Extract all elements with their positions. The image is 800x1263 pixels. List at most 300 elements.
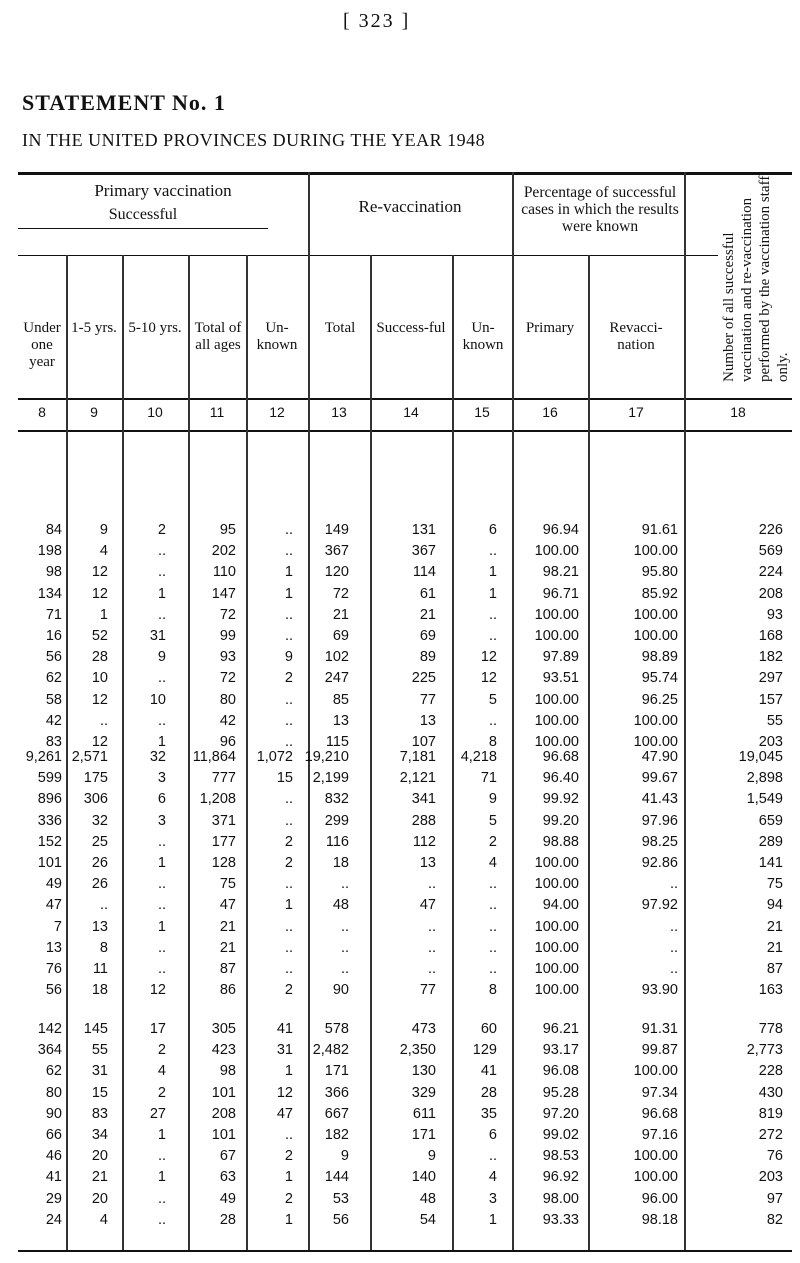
- table-cell: 66: [45, 1127, 62, 1143]
- table-cell: 98.00: [542, 1190, 579, 1207]
- table-cell: 35: [480, 1105, 497, 1122]
- table-row: [0, 670, 800, 688]
- table-cell: 98: [219, 1063, 236, 1080]
- table-cell: 97.34: [641, 1084, 678, 1101]
- table-cell: 12: [149, 982, 166, 999]
- table-cell: 12: [480, 649, 497, 666]
- table-row: [0, 1127, 800, 1145]
- table-cell: 171: [411, 1127, 436, 1143]
- table-cell: 72: [332, 585, 349, 602]
- table-cell: ..: [157, 606, 166, 623]
- table-cell: 100.00: [534, 712, 579, 729]
- table-cell: 91.31: [641, 1021, 678, 1037]
- table-cell: 224: [758, 564, 783, 581]
- table-cell: 11: [92, 961, 108, 977]
- table-cell: ..: [427, 939, 436, 956]
- table-cell: 203: [758, 1169, 783, 1186]
- table-cell: 21: [219, 918, 236, 935]
- table-cell: ..: [284, 712, 293, 729]
- table-cell: 819: [758, 1105, 783, 1122]
- table-cell: 667: [324, 1105, 349, 1122]
- table-cell: 82: [766, 1211, 783, 1228]
- table-cell: 100.00: [534, 961, 579, 977]
- table-row: [0, 876, 800, 894]
- table-cell: ..: [488, 918, 497, 935]
- table-row: [0, 813, 800, 831]
- table-cell: 107: [411, 734, 436, 750]
- table-cell: 4: [157, 1063, 166, 1080]
- table-cell: 12: [276, 1084, 293, 1101]
- table-row: [0, 628, 800, 646]
- table-cell: ..: [284, 628, 293, 644]
- table-cell: ..: [284, 734, 293, 750]
- table-cell: 93.33: [542, 1211, 579, 1228]
- table-cell: 1: [488, 585, 497, 602]
- table-row: [0, 855, 800, 873]
- table-cell: 100.00: [534, 543, 579, 560]
- col-header-1-5-yrs: 1-5 yrs.: [71, 320, 117, 336]
- table-cell: ..: [284, 522, 293, 538]
- table-cell: 247: [324, 670, 349, 687]
- table-cell: 27: [149, 1105, 166, 1122]
- table-cell: 98.88: [542, 833, 579, 850]
- table-cell: 95.74: [641, 670, 678, 687]
- table-cell: 112: [412, 833, 436, 850]
- table-cell: 19,045: [738, 749, 783, 765]
- table-cell: 24: [45, 1211, 62, 1228]
- table-cell: 63: [219, 1169, 236, 1186]
- table-cell: 47.90: [641, 749, 678, 765]
- statement-subtitle: IN THE UNITED PROVINCES DURING THE YEAR 1948: [22, 130, 486, 150]
- table-row: [0, 649, 800, 667]
- table-cell: 47: [276, 1105, 293, 1122]
- table-cell: 100.00: [633, 1148, 678, 1165]
- table-cell: 4,218: [460, 749, 497, 765]
- table-cell: 32: [149, 749, 166, 765]
- table-cell: 21: [766, 918, 783, 935]
- table-cell: 83: [45, 734, 62, 750]
- table-cell: 10: [91, 670, 108, 687]
- table-cell: 31: [276, 1042, 293, 1059]
- table-cell: ..: [488, 961, 497, 977]
- table-cell: 297: [758, 670, 783, 687]
- table-cell: 100.00: [633, 734, 678, 750]
- table-cell: ..: [284, 791, 293, 808]
- table-cell: 61: [419, 585, 436, 602]
- table-cell: 49: [45, 876, 62, 893]
- table-cell: 371: [211, 812, 236, 829]
- table-cell: 1: [157, 855, 166, 871]
- table-cell: ..: [99, 897, 108, 914]
- table-row: [0, 919, 800, 937]
- table-cell: 198: [37, 543, 62, 560]
- table-cell: 163: [758, 982, 783, 999]
- table-cell: 96.40: [542, 770, 579, 787]
- table-cell: 778: [758, 1021, 783, 1037]
- table-cell: 94: [766, 897, 783, 914]
- table-row: [0, 586, 800, 604]
- col-number: 9: [90, 404, 98, 420]
- table-top-rule: [18, 172, 792, 175]
- table-cell: 2,898: [746, 770, 783, 787]
- table-cell: 75: [766, 876, 783, 893]
- table-cell: 305: [211, 1021, 236, 1037]
- table-cell: 60: [480, 1021, 497, 1037]
- table-cell: 97.20: [542, 1105, 579, 1122]
- table-cell: ..: [284, 543, 293, 560]
- table-cell: 85: [332, 691, 349, 708]
- table-cell: 72: [219, 606, 236, 623]
- table-cell: ..: [488, 712, 497, 729]
- table-cell: 1: [284, 564, 293, 581]
- table-cell: 67: [219, 1148, 236, 1165]
- table-cell: 2,571: [71, 749, 108, 765]
- table-cell: 1: [488, 1211, 497, 1228]
- table-cell: 84: [45, 522, 62, 538]
- table-cell: 182: [758, 649, 783, 666]
- table-cell: 1: [488, 564, 497, 581]
- table-cell: 93: [219, 649, 236, 666]
- table-cell: 1: [284, 1211, 293, 1228]
- table-cell: 21: [332, 606, 349, 623]
- table-cell: 1: [157, 1127, 166, 1143]
- revaccination-header: Re-vaccination: [358, 197, 462, 216]
- table-cell: 1,072: [256, 749, 293, 765]
- table-cell: 12: [91, 691, 108, 708]
- table-cell: 5: [488, 812, 497, 829]
- table-cell: ..: [488, 876, 497, 893]
- table-cell: 41: [45, 1169, 62, 1186]
- table-cell: 76: [766, 1148, 783, 1165]
- table-cell: ..: [427, 876, 436, 893]
- table-cell: 1: [157, 1169, 166, 1186]
- table-cell: 8: [99, 939, 108, 956]
- table-cell: 2: [157, 1084, 166, 1101]
- table-cell: 98.18: [641, 1211, 678, 1228]
- table-cell: ..: [669, 939, 678, 956]
- table-cell: 95.28: [542, 1084, 579, 1101]
- table-cell: 72: [219, 670, 236, 687]
- successful-rule: [18, 228, 268, 229]
- table-cell: 25: [91, 833, 108, 850]
- table-cell: 100.00: [633, 1169, 678, 1186]
- table-cell: 4: [488, 1169, 497, 1186]
- table-cell: 100.00: [534, 939, 579, 956]
- table-cell: ..: [157, 897, 166, 914]
- table-cell: 175: [83, 770, 108, 787]
- table-cell: 71: [480, 770, 497, 787]
- table-cell: 202: [211, 543, 236, 560]
- table-row: [0, 834, 800, 852]
- table-cell: 17: [149, 1021, 166, 1037]
- table-cell: 12: [91, 734, 108, 750]
- table-cell: 98.21: [542, 564, 579, 581]
- table-row: [0, 791, 800, 809]
- table-cell: 2,199: [312, 770, 349, 787]
- table-cell: 95.80: [641, 564, 678, 581]
- table-cell: 11,864: [192, 749, 236, 765]
- table-cell: 9,261: [25, 749, 62, 765]
- table-cell: ..: [284, 606, 293, 623]
- successful-header: Successful: [108, 206, 178, 223]
- table-cell: 2: [284, 1148, 293, 1165]
- table-cell: 96.21: [542, 1021, 579, 1037]
- table-cell: 49: [219, 1190, 236, 1207]
- table-cell: 100.00: [633, 606, 678, 623]
- table-cell: 99.20: [542, 812, 579, 829]
- table-cell: 1: [284, 897, 293, 914]
- col-number: 15: [474, 404, 490, 420]
- table-cell: 101: [211, 1127, 236, 1143]
- table-cell: 1: [157, 734, 166, 750]
- table-cell: 100.00: [534, 734, 579, 750]
- table-cell: 48: [419, 1190, 436, 1207]
- table-cell: 2: [284, 833, 293, 850]
- table-cell: 115: [325, 734, 349, 750]
- table-cell: 99.02: [542, 1127, 579, 1143]
- table-cell: 131: [411, 522, 436, 538]
- table-cell: 208: [211, 1105, 236, 1122]
- table-cell: 3: [157, 812, 166, 829]
- table-cell: 4: [488, 855, 497, 871]
- table-cell: ..: [284, 691, 293, 708]
- table-cell: 18: [332, 855, 349, 871]
- table-cell: 19,210: [304, 749, 349, 765]
- header-bottom-rule: [18, 398, 792, 400]
- table-cell: 100.00: [633, 1063, 678, 1080]
- table-cell: 62: [45, 670, 62, 687]
- table-cell: 2: [284, 982, 293, 999]
- table-cell: 9: [157, 649, 166, 666]
- table-cell: 96.25: [641, 691, 678, 708]
- table-cell: 95: [219, 522, 236, 538]
- table-cell: 341: [411, 791, 436, 808]
- table-cell: 9: [488, 791, 497, 808]
- table-row: [0, 692, 800, 710]
- table-cell: 89: [419, 649, 436, 666]
- table-cell: 94.00: [542, 897, 579, 914]
- table-cell: 100.00: [534, 606, 579, 623]
- table-cell: 168: [758, 628, 783, 644]
- table-cell: 97.16: [641, 1127, 678, 1143]
- table-cell: 208: [758, 585, 783, 602]
- col-number: 14: [403, 404, 419, 420]
- table-cell: 1: [157, 585, 166, 602]
- table-cell: 2,350: [399, 1042, 436, 1059]
- table-cell: ..: [340, 876, 349, 893]
- col-number: 16: [542, 404, 558, 420]
- table-cell: ..: [284, 961, 293, 977]
- table-cell: 21: [419, 606, 436, 623]
- col-number: 8: [38, 404, 46, 420]
- table-row: [0, 543, 800, 561]
- table-cell: 226: [758, 522, 783, 538]
- table-cell: 611: [412, 1105, 436, 1122]
- table-cell: 56: [45, 982, 62, 999]
- table-cell: 9: [340, 1148, 349, 1165]
- table-cell: 569: [758, 543, 783, 560]
- table-cell: 225: [411, 670, 436, 687]
- table-cell: 41.43: [641, 791, 678, 808]
- table-cell: 2,121: [399, 770, 436, 787]
- table-cell: 599: [37, 770, 62, 787]
- table-cell: 9: [284, 649, 293, 666]
- table-cell: 100.00: [633, 628, 678, 644]
- table-cell: 47: [219, 897, 236, 914]
- table-cell: 4: [99, 1211, 108, 1228]
- table-cell: ..: [340, 939, 349, 956]
- table-cell: 56: [332, 1211, 349, 1228]
- table-cell: ..: [488, 606, 497, 623]
- table-cell: 145: [83, 1021, 108, 1037]
- table-cell: 2: [488, 833, 497, 850]
- table-row: [0, 713, 800, 731]
- table-cell: ..: [340, 918, 349, 935]
- table-cell: 128: [211, 855, 236, 871]
- table-row: [0, 1169, 800, 1187]
- table-cell: 87: [219, 961, 236, 977]
- table-cell: 896: [37, 791, 62, 808]
- table-cell: ..: [99, 712, 108, 729]
- table-cell: 13: [45, 939, 62, 956]
- table-cell: 130: [411, 1063, 436, 1080]
- table-cell: 100.00: [534, 691, 579, 708]
- table-cell: 20: [91, 1148, 108, 1165]
- table-cell: 100.00: [633, 543, 678, 560]
- table-cell: 8: [488, 734, 497, 750]
- table-cell: 2: [157, 522, 166, 538]
- table-cell: 5: [488, 691, 497, 708]
- table-cell: 96.68: [641, 1105, 678, 1122]
- table-cell: 87: [766, 961, 783, 977]
- table-cell: 1: [284, 1169, 293, 1186]
- table-cell: 9: [427, 1148, 436, 1165]
- table-cell: ..: [284, 1127, 293, 1143]
- table-cell: 100.00: [534, 855, 579, 871]
- table-row: [0, 1212, 800, 1230]
- table-cell: 9: [99, 522, 108, 538]
- table-cell: ..: [157, 961, 166, 977]
- table-cell: 578: [324, 1021, 349, 1037]
- table-cell: 306: [83, 791, 108, 808]
- table-cell: 101: [211, 1084, 236, 1101]
- table-row: [0, 1063, 800, 1081]
- table-cell: ..: [157, 712, 166, 729]
- table-cell: 96.71: [542, 585, 579, 602]
- table-cell: 52: [91, 628, 108, 644]
- table-cell: 69: [332, 628, 349, 644]
- table-cell: ..: [157, 670, 166, 687]
- table-cell: 41: [480, 1063, 497, 1080]
- table-cell: 2: [284, 1190, 293, 1207]
- percentage-header: Percentage of successful cases in which the results were known: [521, 184, 679, 235]
- table-cell: 2,482: [312, 1042, 349, 1059]
- table-cell: 28: [91, 649, 108, 666]
- table-cell: 53: [332, 1190, 349, 1207]
- table-cell: ..: [157, 1190, 166, 1207]
- table-row: [0, 1106, 800, 1124]
- table-cell: 288: [411, 812, 436, 829]
- table-cell: ..: [157, 876, 166, 893]
- table-cell: 102: [324, 649, 349, 666]
- table-cell: ..: [157, 833, 166, 850]
- table-cell: 96.92: [542, 1169, 579, 1186]
- table-cell: 28: [480, 1084, 497, 1101]
- table-cell: 364: [37, 1042, 62, 1059]
- table-cell: 46: [45, 1148, 62, 1165]
- table-cell: 2: [157, 1042, 166, 1059]
- table-cell: 31: [149, 628, 166, 644]
- table-cell: 71: [45, 606, 62, 623]
- table-cell: 1,549: [746, 791, 783, 808]
- table-cell: 832: [324, 791, 349, 808]
- table-row: [0, 897, 800, 915]
- table-cell: 147: [211, 585, 236, 602]
- table-cell: 29: [45, 1190, 62, 1207]
- table-cell: 98.89: [641, 649, 678, 666]
- table-cell: 2: [284, 855, 293, 871]
- table-cell: 1: [157, 918, 166, 935]
- table-cell: 3: [157, 770, 166, 787]
- table-cell: 120: [324, 564, 349, 581]
- table-cell: 423: [211, 1042, 236, 1059]
- table-cell: 144: [324, 1169, 349, 1186]
- table-cell: 26: [91, 876, 108, 893]
- table-cell: 272: [758, 1127, 783, 1143]
- table-cell: 100.00: [534, 918, 579, 935]
- primary-vaccination-header: Primary vaccination: [94, 181, 232, 200]
- table-cell: 99.67: [641, 770, 678, 787]
- table-cell: 101: [37, 855, 62, 871]
- table-cell: ..: [488, 1148, 497, 1165]
- table-cell: ..: [157, 939, 166, 956]
- table-cell: ..: [488, 543, 497, 560]
- table-cell: 97.96: [641, 812, 678, 829]
- col-header-revacc-total: Total: [324, 320, 356, 336]
- table-cell: 100.00: [534, 876, 579, 893]
- table-cell: 58: [45, 691, 62, 708]
- table-cell: 1: [284, 585, 293, 602]
- table-cell: 62: [45, 1063, 62, 1080]
- table-cell: 142: [37, 1021, 62, 1037]
- table-cell: 55: [91, 1042, 108, 1059]
- page-number: [ 323 ]: [343, 10, 411, 32]
- table-cell: 473: [411, 1021, 436, 1037]
- table-cell: ..: [427, 918, 436, 935]
- table-cell: 91.61: [641, 522, 678, 538]
- col-number: 18: [730, 404, 746, 420]
- table-cell: 430: [758, 1084, 783, 1101]
- statement-title: STATEMENT No. 1: [22, 90, 226, 115]
- table-cell: 80: [219, 691, 236, 708]
- table-cell: 75: [219, 876, 236, 893]
- table-cell: 116: [325, 833, 349, 850]
- table-cell: 6: [157, 791, 166, 808]
- table-cell: ..: [157, 1148, 166, 1165]
- table-cell: 336: [37, 812, 62, 829]
- table-cell: 659: [758, 812, 783, 829]
- table-cell: 6: [488, 522, 497, 538]
- table-cell: 28: [219, 1211, 236, 1228]
- table-cell: 69: [419, 628, 436, 644]
- table-cell: 4: [99, 543, 108, 560]
- table-row: [0, 982, 800, 1000]
- table-cell: 31: [91, 1063, 108, 1080]
- table-cell: 2: [284, 670, 293, 687]
- table-cell: 93.90: [641, 982, 678, 999]
- table-cell: 48: [332, 897, 349, 914]
- table-cell: 13: [91, 918, 108, 935]
